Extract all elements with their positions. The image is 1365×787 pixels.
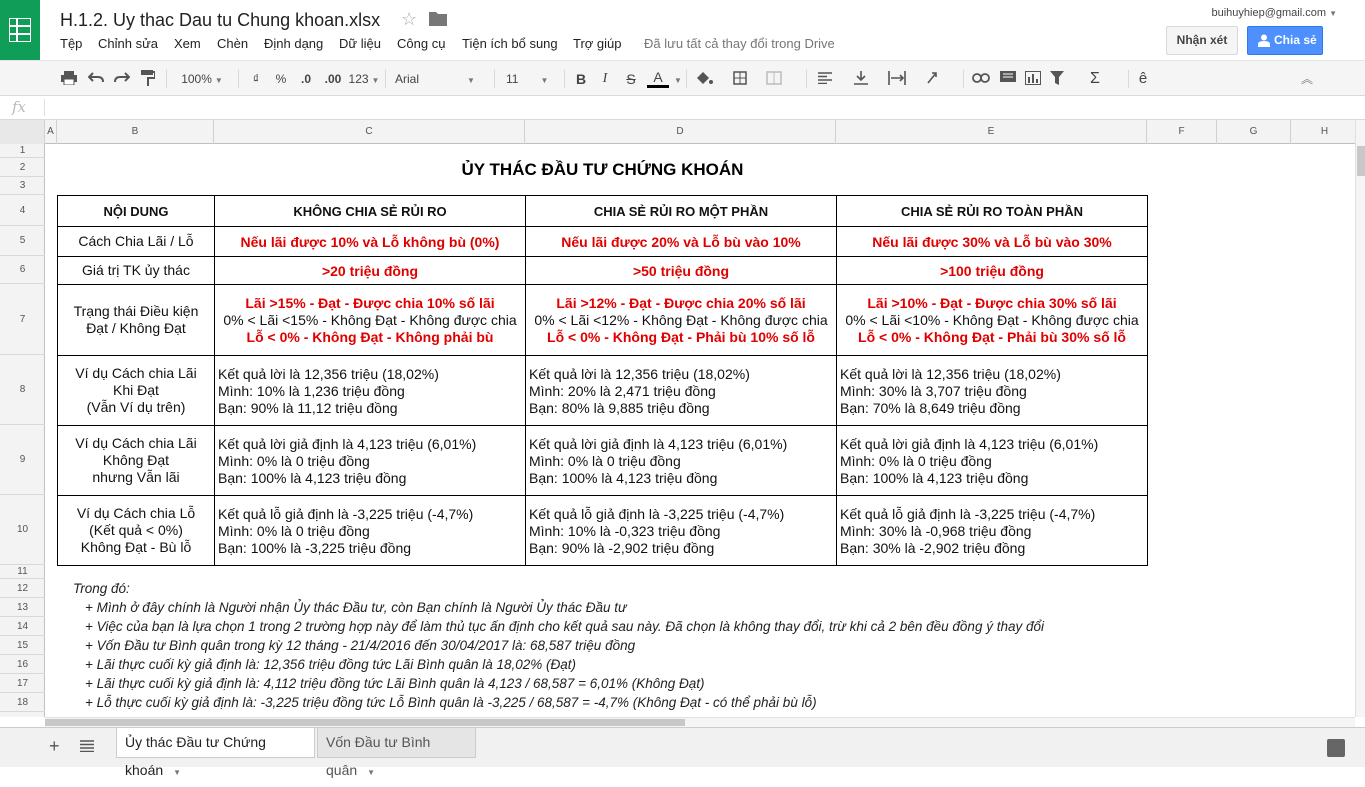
row-header[interactable]: 13 — [0, 598, 45, 617]
example-line: Kết quả lỗ giả định là -3,225 triệu (-4,7%) — [529, 506, 785, 522]
percent-button[interactable]: % — [275, 72, 287, 86]
undo-icon[interactable] — [88, 72, 104, 84]
menu-view[interactable]: Xem — [174, 36, 201, 51]
caret-down-icon: ▼ — [367, 768, 376, 777]
sheets-icon — [9, 18, 31, 42]
comparison-table — [57, 195, 1148, 566]
all-sheets-icon[interactable] — [80, 740, 94, 752]
menu-tools[interactable]: Công cụ — [397, 36, 446, 51]
label-line: Không Đạt - Bù lỗ — [80, 539, 192, 555]
menu-edit[interactable]: Chỉnh sửa — [98, 36, 159, 51]
align-left-icon[interactable] — [818, 72, 832, 84]
print-icon[interactable] — [61, 71, 77, 85]
horizontal-scroll-thumb[interactable] — [45, 719, 685, 726]
font-select[interactable] — [395, 68, 485, 90]
label-line: (Vẫn Ví dụ trên) — [86, 399, 186, 415]
example-line: Bạn: 100% là 4,123 triệu đồng — [529, 470, 718, 486]
table-cell[interactable] — [837, 496, 1148, 566]
document-title[interactable]: H.1.2. Uy thac Dau tu Chung khoan.xlsx — [60, 10, 381, 30]
menu-insert[interactable]: Chèn — [217, 36, 249, 51]
bold-button[interactable]: B — [575, 71, 587, 87]
label-line: Đạt / Không Đạt — [86, 320, 186, 336]
table-cell[interactable] — [526, 356, 837, 426]
menu-help[interactable]: Trợ giúp — [573, 36, 622, 51]
text-rotation-icon[interactable] — [926, 71, 942, 85]
row-header[interactable]: 14 — [0, 617, 45, 636]
example-line: Kết quả lời giả định là 4,123 triệu (6,01%) — [529, 436, 788, 452]
example-line: Bạn: 90% là -2,902 triệu đồng — [529, 540, 715, 556]
save-status[interactable]: Đã lưu tất cả thay đổi trong Drive — [644, 36, 835, 51]
table-cell[interactable] — [526, 285, 837, 356]
table-cell[interactable] — [526, 426, 837, 496]
example-line: Bạn: 100% là 4,123 triệu đồng — [218, 470, 407, 486]
note-item[interactable]: + Lãi thực cuối kỳ giả định là: 12,356 triệu đồng tức Lãi Bình quân là 18,02% (Đạt) — [85, 657, 577, 672]
fill-color-icon[interactable] — [695, 71, 713, 87]
condition-line: 0% < Lãi <10% - Không Đạt - Không được chia — [845, 311, 1139, 328]
caret-down-icon: ▼ — [540, 76, 549, 85]
text-color-button[interactable]: A — [647, 68, 669, 88]
row-header[interactable]: 12 — [0, 579, 45, 598]
column-header[interactable]: C — [214, 120, 525, 144]
example-line: Mình: 0% là 0 triệu đồng — [218, 523, 370, 539]
label-line: (Kết quả < 0%) — [89, 522, 183, 538]
row-header-bar — [0, 144, 45, 717]
row-header[interactable]: 18 — [0, 693, 45, 712]
label-line: Ví dụ Cách chia Lỗ — [76, 505, 196, 521]
table-cell[interactable] — [837, 356, 1148, 426]
column-header[interactable]: H — [1291, 120, 1355, 144]
condition-line: Lãi >15% - Đạt - Được chia 10% số lãi — [245, 294, 495, 311]
example-line: Mình: 10% là -0,323 triệu đồng — [529, 523, 721, 539]
decrease-decimal-button[interactable]: .0 — [300, 72, 311, 86]
column-header[interactable]: F — [1147, 120, 1217, 144]
font-size-value: 11 — [506, 72, 519, 86]
account-email-text: buihuyhiep@gmail.com — [1211, 7, 1327, 19]
example-line: Bạn: 100% là -3,225 triệu đồng — [218, 540, 412, 556]
insert-link-icon[interactable] — [972, 72, 990, 84]
condition-line: 0% < Lãi <12% - Không Đạt - Không được chia — [534, 311, 828, 328]
example-line: Mình: 20% là 2,471 triệu đồng — [529, 383, 716, 399]
note-item[interactable]: + Vốn Đầu tư Bình quân trong kỳ 12 tháng - 21/4/2016 đến 30/04/2017 là: 68,587 triệu đồng — [85, 638, 636, 653]
caret-down-icon: ▼ — [173, 768, 182, 777]
fx-icon: fx — [12, 98, 27, 116]
input-tools-icon[interactable]: ê — [1138, 70, 1148, 87]
collapse-icon[interactable]: ︽ — [1300, 72, 1313, 86]
row-header[interactable]: 15 — [0, 636, 45, 655]
more-formats-value: 123 — [348, 72, 369, 86]
table-cell[interactable]: Nếu lãi được 10% và Lỗ không bù (0%) — [215, 227, 526, 257]
currency-button[interactable]: ₫ — [252, 72, 260, 86]
table-cell[interactable]: >20 triệu đồng — [215, 257, 526, 285]
row-label-cell[interactable] — [58, 496, 215, 566]
row-label-cell[interactable]: Giá trị TK ủy thác — [58, 257, 215, 285]
row-header[interactable]: 17 — [0, 674, 45, 693]
example-line: Kết quả lời là 12,356 triệu (18,02%) — [529, 366, 750, 382]
sheet-tab[interactable] — [317, 728, 476, 778]
sheet-tab-label: Ủy thác Đầu tư Chứng khoán — [125, 734, 266, 778]
row-header[interactable]: 7 — [0, 284, 45, 355]
label-line: Trạng thái Điều kiện — [73, 303, 199, 319]
sheet-tab-active[interactable] — [116, 728, 315, 778]
menu-data[interactable]: Dữ liệu — [339, 36, 381, 51]
formula-bar — [0, 96, 1365, 120]
share-button[interactable] — [1247, 26, 1323, 55]
table-header-cell[interactable]: CHIA SẺ RỦI RO TOÀN PHẦN — [837, 196, 1148, 227]
row-label-cell[interactable]: Cách Chia Lãi / Lỗ — [58, 227, 215, 257]
condition-line: Lãi >12% - Đạt - Được chia 20% số lãi — [556, 294, 806, 311]
condition-line: 0% < Lãi <15% - Không Đạt - Không được chia — [223, 311, 517, 328]
example-line: Mình: 0% là 0 triệu đồng — [529, 453, 681, 469]
select-all-corner[interactable] — [0, 120, 45, 144]
table-cell[interactable] — [215, 426, 526, 496]
zoom-select[interactable] — [176, 68, 228, 90]
table-cell[interactable] — [837, 426, 1148, 496]
example-line: Bạn: 30% là -2,902 triệu đồng — [840, 540, 1026, 556]
increase-decimal-button[interactable]: .00 — [324, 72, 342, 86]
table-cell[interactable]: Nếu lãi được 20% và Lỗ bù vào 10% — [526, 227, 837, 257]
table-cell[interactable] — [215, 285, 526, 356]
explore-icon[interactable] — [1327, 739, 1345, 757]
row-header[interactable]: 3 — [0, 177, 45, 195]
column-header-bar — [0, 120, 1355, 144]
functions-icon[interactable]: Σ — [1090, 70, 1100, 87]
condition-line: Lỗ < 0% - Không Đạt - Phải bù 10% số lỗ — [547, 328, 815, 345]
table-cell[interactable] — [837, 285, 1148, 356]
row-label-cell[interactable] — [58, 356, 215, 426]
caret-down-icon: ▼ — [214, 76, 223, 85]
column-header[interactable]: A — [45, 120, 57, 144]
example-line: Kết quả lời là 12,356 triệu (18,02%) — [840, 366, 1061, 382]
example-line: Bạn: 80% là 9,885 triệu đồng — [529, 400, 710, 416]
notes-heading[interactable]: Trong đó: — [73, 581, 130, 596]
caret-down-icon: ▼ — [674, 76, 682, 85]
italic-button[interactable]: I — [602, 71, 608, 86]
horizontal-scrollbar[interactable] — [45, 717, 1355, 727]
row-header[interactable]: 16 — [0, 655, 45, 674]
formula-input[interactable] — [50, 100, 1350, 116]
row-header[interactable]: 11 — [0, 565, 45, 579]
row-header[interactable]: 6 — [0, 256, 45, 284]
table-cell[interactable]: Nếu lãi được 30% và Lỗ bù vào 30% — [837, 227, 1148, 257]
sheet-title[interactable]: ỦY THÁC ĐẦU TƯ CHỨNG KHOÁN — [461, 160, 744, 179]
row-header[interactable]: 5 — [0, 226, 45, 256]
condition-line: Lỗ < 0% - Không Đạt - Phải bù 30% số lỗ — [858, 328, 1126, 345]
label-line: nhưng Vẫn lãi — [92, 469, 180, 485]
more-formats-select[interactable] — [346, 68, 382, 90]
caret-down-icon: ▼ — [371, 76, 380, 85]
insert-chart-icon[interactable] — [1025, 71, 1041, 85]
share-label: Chia sẻ — [1274, 33, 1317, 47]
row-label-cell[interactable] — [58, 285, 215, 356]
toolbar — [0, 60, 1365, 96]
zoom-value: 100% — [181, 72, 212, 86]
note-item[interactable]: + Lãi thực cuối kỳ giả định là: 4,112 triệu đồng tức Lãi Bình quân là 4,123 / 68,587 = 6,01% (Không Đạt) — [85, 676, 705, 691]
example-line: Bạn: 90% là 11,12 triệu đồng — [218, 400, 398, 416]
label-line: Không Đạt — [102, 452, 170, 468]
vertical-scrollbar[interactable] — [1355, 120, 1365, 717]
vertical-scroll-thumb[interactable] — [1357, 146, 1365, 176]
app-header — [0, 0, 1365, 60]
comments-button[interactable]: Nhận xét — [1166, 26, 1238, 55]
condition-line: Lãi >10% - Đạt - Được chia 30% số lãi — [867, 294, 1117, 311]
redo-icon[interactable] — [114, 72, 130, 84]
column-header[interactable]: D — [525, 120, 836, 144]
example-line: Kết quả lời giả định là 4,123 triệu (6,01%) — [840, 436, 1099, 452]
table-cell[interactable]: >50 triệu đồng — [526, 257, 837, 285]
column-header[interactable]: B — [57, 120, 214, 144]
row-header[interactable]: 9 — [0, 425, 45, 495]
note-item[interactable]: + Mình ở đây chính là Người nhận Ủy thác Đầu tư, còn Bạn chính là Người Ủy thác Đầu tư — [85, 600, 627, 615]
example-line: Mình: 30% là -0,968 triệu đồng — [840, 523, 1032, 539]
insert-comment-icon[interactable] — [1000, 71, 1016, 85]
menu-format[interactable]: Định dạng — [264, 36, 324, 51]
row-header[interactable]: 8 — [0, 355, 45, 425]
column-header[interactable]: G — [1217, 120, 1291, 144]
merge-cells-icon[interactable] — [766, 71, 782, 85]
example-line: Kết quả lời giả định là 4,123 triệu (6,01%) — [218, 436, 477, 452]
example-line: Mình: 10% là 1,236 triệu đồng — [218, 383, 405, 399]
menu-addons[interactable]: Tiện ích bổ sung — [462, 36, 558, 51]
row-header[interactable]: 10 — [0, 495, 45, 565]
star-icon[interactable]: ☆ — [401, 9, 418, 29]
strikethrough-button[interactable]: S — [626, 71, 636, 87]
row-header[interactable]: 4 — [0, 195, 45, 226]
table-cell[interactable]: >100 triệu đồng — [837, 257, 1148, 285]
vertical-align-icon[interactable] — [854, 71, 868, 85]
add-sheet-icon[interactable]: + — [49, 736, 60, 756]
text-wrap-icon[interactable] — [888, 71, 906, 85]
table-header-cell[interactable]: KHÔNG CHIA SẺ RỦI RO — [215, 196, 526, 227]
paint-format-icon[interactable] — [141, 70, 155, 86]
note-item[interactable]: + Lỗ thực cuối kỳ giả định là: -3,225 triệu đồng tức Lỗ Bình quân là -3,225 / 68,587 = -4,7% (Không Đạt - có thể phải bù lỗ) — [85, 695, 817, 710]
folder-icon[interactable] — [429, 11, 447, 26]
table-cell[interactable] — [526, 496, 837, 566]
table-header-cell[interactable]: CHIA SẺ RỦI RO MỘT PHẦN — [526, 196, 837, 227]
font-size-select[interactable] — [506, 68, 558, 90]
example-line: Bạn: 100% là 4,123 triệu đồng — [840, 470, 1029, 486]
example-line: Kết quả lỗ giả định là -3,225 triệu (-4,7%) — [218, 506, 474, 522]
row-header[interactable]: 1 — [0, 144, 45, 158]
row-header[interactable]: 2 — [0, 158, 45, 177]
table-cell[interactable] — [215, 356, 526, 426]
example-line: Kết quả lỗ giả định là -3,225 triệu (-4,7%) — [840, 506, 1096, 522]
label-line: Ví dụ Cách chia Lãi — [75, 365, 197, 381]
account-email[interactable] — [1212, 7, 1338, 19]
table-header-cell[interactable]: NỘI DUNG — [58, 196, 215, 227]
condition-line: Lỗ < 0% - Không Đạt - Không phải bù — [246, 328, 494, 345]
example-line: Mình: 0% là 0 triệu đồng — [218, 453, 370, 469]
person-icon — [1258, 34, 1270, 47]
filter-icon[interactable] — [1050, 71, 1064, 85]
borders-icon[interactable] — [733, 71, 747, 85]
table-cell[interactable] — [215, 496, 526, 566]
menu-file[interactable]: Tệp — [60, 36, 83, 51]
column-header[interactable]: E — [836, 120, 1147, 144]
sheet-tab-bar — [0, 727, 1365, 778]
example-line: Kết quả lời là 12,356 triệu (18,02%) — [218, 366, 439, 382]
label-line: Ví dụ Cách chia Lãi — [75, 435, 197, 451]
caret-down-icon: ▼ — [467, 76, 475, 85]
sheets-logo[interactable] — [0, 0, 40, 60]
font-value: Arial — [395, 72, 420, 86]
example-line: Bạn: 70% là 8,649 triệu đồng — [840, 400, 1021, 416]
spreadsheet-grid[interactable] — [0, 120, 1355, 717]
sheet-tab-label: Vốn Đầu tư Bình quân — [326, 734, 431, 778]
notes-block — [73, 579, 1044, 712]
chevron-down-icon: ▼ — [1329, 9, 1337, 18]
label-line: Khi Đạt — [113, 382, 159, 398]
example-line: Mình: 30% là 3,707 triệu đồng — [840, 383, 1027, 399]
note-item[interactable]: + Việc của bạn là lựa chọn 1 trong 2 trường hợp này để làm thủ tục ấn định cho kết quả sau này. Đã chọn là không thay đổi, trừ khi cả 2 bên đều đồng ý thay đổi — [85, 619, 1044, 634]
example-line: Mình: 0% là 0 triệu đồng — [840, 453, 992, 469]
row-label-cell[interactable] — [58, 426, 215, 496]
